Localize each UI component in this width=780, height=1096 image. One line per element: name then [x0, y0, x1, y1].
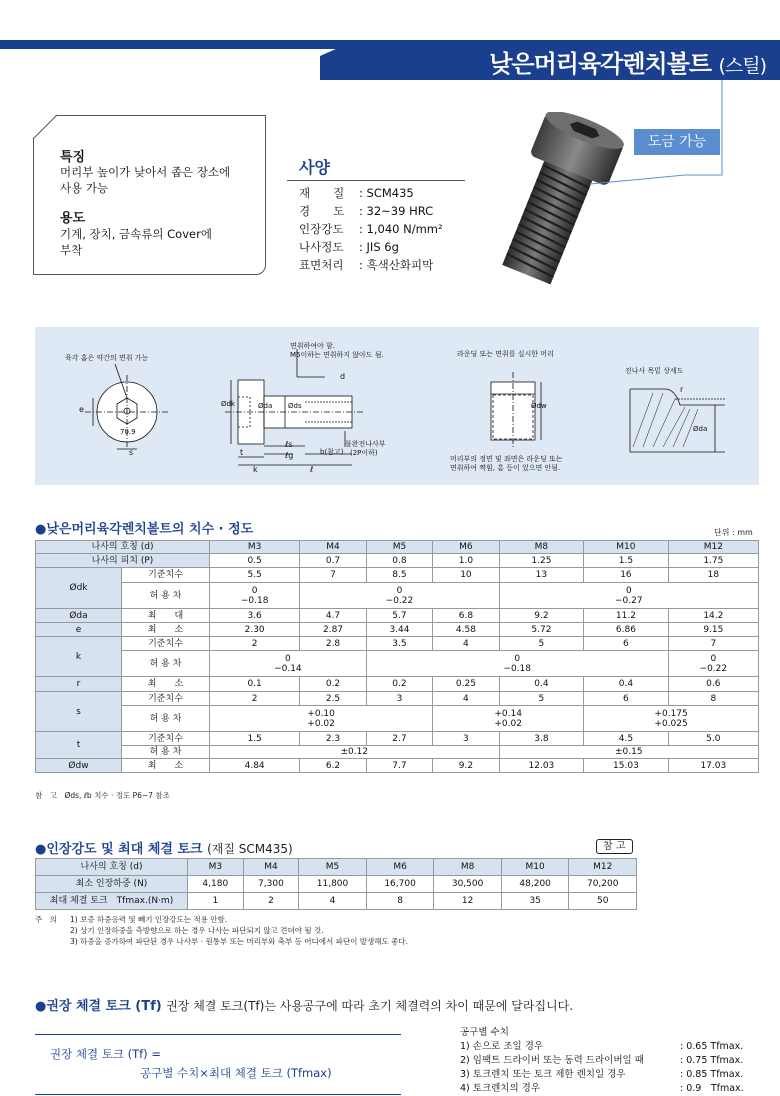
spec-row: 재 질 : SCM435	[299, 186, 414, 200]
formula-rule-bottom	[35, 1094, 401, 1095]
sym-dw: Ødw	[531, 402, 547, 410]
tool-value: : 0.65 Tfmax.	[680, 1041, 744, 1052]
table2-heading: ●인장강도 및 최대 체결 토크 (재질 SCM435)	[35, 842, 293, 857]
tool-item: 4) 토크렌치의 경우	[460, 1083, 541, 1094]
sym-da-detail: Øda	[693, 425, 708, 433]
title-main: 낮은머리육각렌치볼트	[489, 50, 712, 78]
tf-heading: ●권장 체결 토크 (Tf) 권장 체결 토크(Tf)는 사용공구에 따라 초기 체결력의 차이 때문에 달라집니다.	[35, 999, 574, 1014]
diagram-note-face-2: 면취하여 짝힘, 흠 등이 있으면 안됨.	[450, 464, 561, 472]
title-sub: (스틸)	[718, 55, 766, 77]
diagram-note-detail: 전나사 목밑 상세도	[625, 367, 684, 375]
feature-heading: 특징	[60, 150, 86, 165]
spec-row: 나사정도 : JIS 6g	[299, 240, 399, 254]
diagram-note-hex: 육각 홈은 약간의 면취 가능	[65, 354, 149, 362]
sym-angle: 70.9	[120, 428, 136, 436]
spec-row: 경 도 : 32~39 HRC	[299, 204, 434, 218]
diagram-note-head: 라운딩 또는 면취를 실시한 머리	[457, 350, 554, 358]
diagram-note-chamfer-2: M5이하는 면취하지 않아도 됨.	[290, 351, 384, 359]
spec-title: 사양	[299, 158, 330, 177]
formula-rule-top	[35, 1034, 401, 1035]
page-title	[489, 44, 766, 79]
diagram-note-thread: 불완전나사부	[345, 440, 386, 448]
caution-note: 1) 보증 하중응력 및 빼기 인장강도는 적용 안함.	[70, 915, 228, 924]
diagram-note-face: 머리부의 정면 및 좌면은 라운딩 또는	[450, 455, 563, 463]
torque-table: 나사의 호칭 (d) M3 M4 M5 M6 M8 M10 M12 최소 인장하중 (N) 4,180 7,300 11,800 16,700 30,500 48,200 70,200 최대 체결 토크 Tfmax.(N·m) 1 2 4 8 12 35 50	[35, 858, 637, 910]
sym-e: e	[79, 405, 84, 414]
table1-note: 참 고 Øds, ℓb 치수 · 정도 P6−7 참조	[35, 791, 170, 800]
plating-badge: 도금 가능	[634, 129, 720, 155]
caution-label: 주 의	[35, 915, 57, 924]
use-text-1: 기계, 장치, 금속류의 Cover에	[60, 227, 212, 241]
sym-k: k	[253, 465, 258, 474]
formula-right: 공구별 수치×최대 체결 토크 (Tfmax)	[140, 1066, 332, 1080]
tool-item: 3) 토크렌치 또는 토크 제한 렌치일 경우	[460, 1069, 626, 1080]
tool-value: : 0.85 Tfmax.	[680, 1069, 744, 1080]
use-text-2: 부착	[60, 243, 83, 257]
tool-value: : 0.75 Tfmax.	[680, 1055, 744, 1066]
diagram-b: b(참고)	[320, 448, 344, 456]
tool-item: 2) 임팩트 드라이버 또는 동력 드라이버일 때	[460, 1055, 644, 1066]
use-heading: 용도	[60, 211, 86, 226]
caution-note: 2) 상기 인장하중을 측방향으로 하는 경우 나사는 파단되지 않고 견뎌야 될 것.	[70, 926, 324, 935]
sym-da: Øda	[258, 402, 273, 410]
sym-ls: ℓs	[285, 440, 293, 449]
spec-row: 인장강도 : 1,040 N/mm²	[299, 222, 443, 236]
dimension-table: 나사의 호칭 (d) M3 M4 M5 M6 M8 M10 M12 나사의 피치 (P) 0.5 0.7 0.8 1.0 1.25 1.5 1.75 Ødk 기준치수 5.5 7 8.5 10 13 16 18 허 용 차 0 −0.18 0 −0.22 0 −0.27 Øda 최 대 3.6 4.7 5.7 6.8 9.2 11.2 14.2 e 최 소 2.30 2.87 3.44 4.58 5.72 6.86 9.15 k 기준치수 2 2.8 3.5 4 5 6 7 허 용 차 0 −0.14 0 −0.18 0 −0.22 r 최 소 0.1 0.2 0.2 0.25 0.4 0.4 0.6 s 기준치수 2 2.5 3 4 5 6 8 허 용 차 +0.10 +0.02 +0.14 +0.02 +0.175 +0.025 t 기준치수 1.5 2.3 2.7 3 3.8 4.5 5.0 허 용 차 ±0.12 ±0.15 Ødw 최 소 4.84 6.2 7.7 9.2 12.03 15.03 17.03	[35, 540, 759, 773]
unit-label: 단위 : mm	[714, 528, 753, 537]
spec-divider	[287, 180, 465, 181]
feature-text-2: 사용 가능	[60, 181, 109, 195]
sym-ds: Øds	[288, 402, 302, 410]
tools-heading: 공구별 수치	[460, 1027, 509, 1038]
feature-text-1: 머리부 높이가 낮아서 좁은 장소에	[60, 165, 231, 179]
sym-dk: Ødk	[221, 400, 236, 408]
sym-l: ℓ	[310, 465, 314, 474]
caution-note: 3) 하중을 증가하여 파단된 경우 나사부 · 원통부 또는 머리부와 축부 등 어디에서 파단이 발생해도 좋다.	[70, 937, 409, 946]
tool-value: : 0.9 Tfmax.	[680, 1083, 744, 1094]
spec-row: 표면처리 : 흑색산화피막	[299, 258, 434, 272]
table1-heading: ●낮은머리육각렌치볼트의 치수 · 정도	[35, 522, 254, 537]
formula-left: 권장 체결 토크 (Tf) =	[50, 1047, 161, 1061]
diagram-note-chamfer: 면취하여야 함.	[290, 342, 336, 350]
sym-d: d	[340, 372, 346, 381]
sym-t: t	[240, 448, 244, 457]
diagram-drawing	[35, 327, 759, 485]
tool-item: 1) 손으로 조일 경우	[460, 1041, 544, 1052]
sym-lg: ℓg	[285, 451, 294, 460]
sym-r: r	[680, 385, 684, 394]
tf-description: 권장 체결 토크(Tf)는 사용공구에 따라 초기 체결력의 차이 때문에 달라집니다.	[166, 999, 574, 1013]
page-fold-icon	[32, 114, 58, 140]
reference-badge: 참 고	[596, 839, 633, 854]
sym-s: s	[129, 448, 134, 457]
diagram-note-thread-2: (2P이하)	[350, 449, 378, 457]
